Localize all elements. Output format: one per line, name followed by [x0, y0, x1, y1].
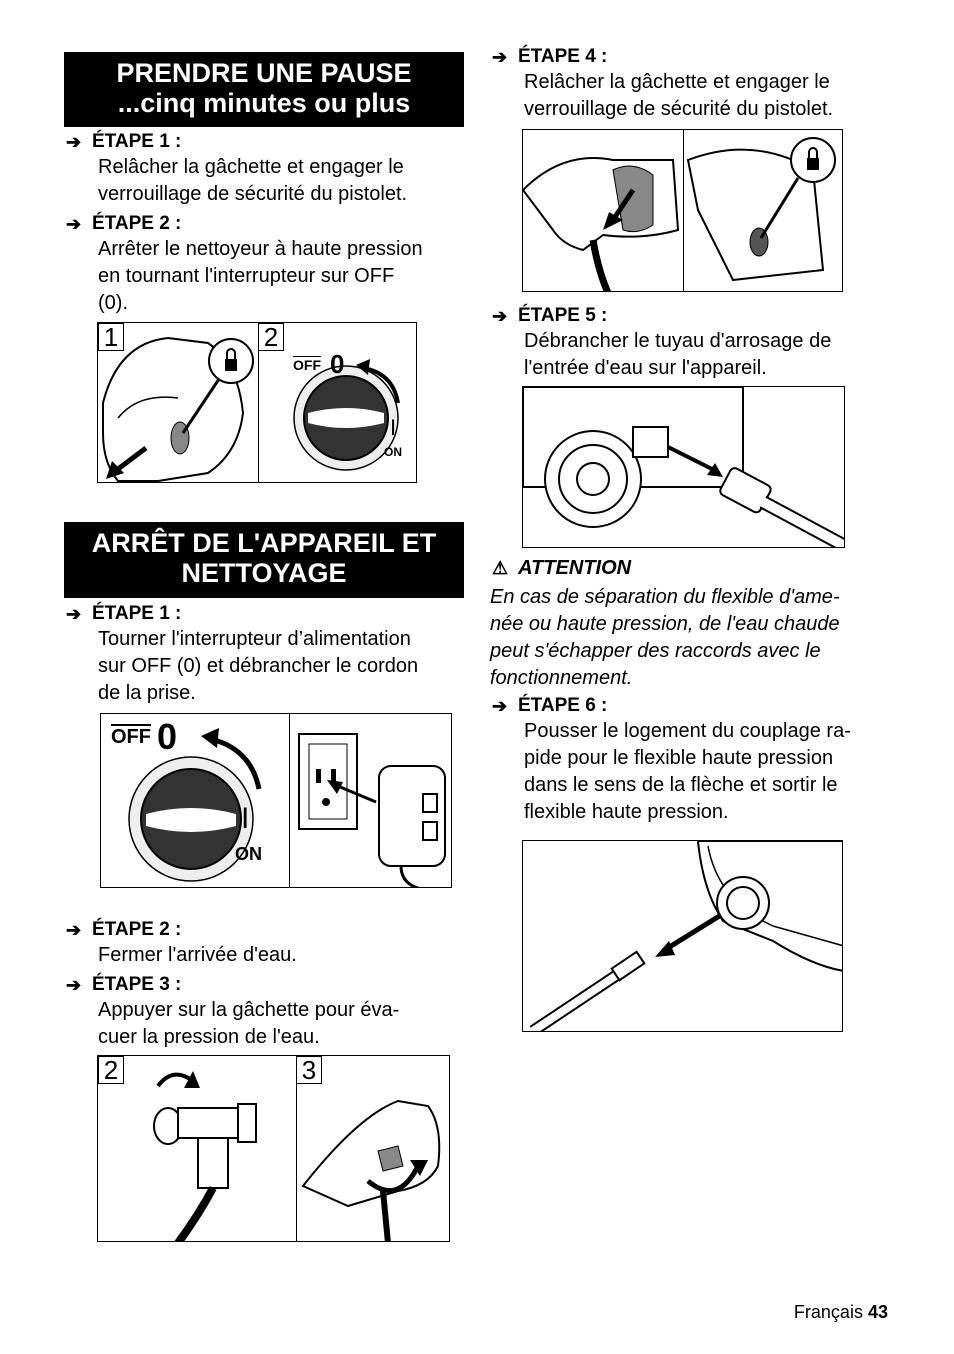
step-label: ÉTAPE 2 : — [92, 213, 182, 234]
gun-lock-illustration — [523, 130, 843, 292]
switch-off-label: $\overline{OFF}$ — [111, 726, 151, 748]
step-block — [66, 130, 407, 208]
attention-line: peut s'échapper des raccords avec le — [490, 640, 821, 662]
step-block — [492, 304, 831, 382]
switch-on-label: ON — [235, 844, 262, 864]
step-block — [66, 212, 423, 317]
figure-number: 3 — [296, 1056, 322, 1084]
figure-number: 2 — [98, 1056, 124, 1084]
attention-line: En cas de séparation du flexible d'ame- — [490, 586, 840, 608]
step-label: ÉTAPE 6 : — [518, 695, 608, 716]
arrow-right-icon: ➔ — [66, 603, 82, 624]
figure-high-pressure-hose — [522, 840, 843, 1032]
step-text: sur OFF (0) et débrancher le cordon — [98, 655, 419, 677]
step-text: Appuyer sur la gâchette pour éva- — [98, 999, 400, 1021]
attention-line: fonctionnement. — [490, 667, 633, 689]
step-text: en tournant l'interrupteur sur OFF — [98, 265, 395, 287]
arrow-right-icon: ➔ — [66, 131, 82, 152]
step-text: cuer la pression de l'eau. — [98, 1026, 320, 1048]
step-label: ÉTAPE 2 : — [92, 919, 182, 940]
step-text: Relâcher la gâchette et engager le — [524, 71, 830, 93]
step-text: verrouillage de sécurité du pistolet. — [524, 98, 834, 120]
step-block — [66, 918, 297, 969]
step-text: flexible haute pression. — [524, 801, 729, 823]
figure-number: 2 — [258, 323, 284, 351]
step-block — [66, 602, 418, 707]
arrow-right-icon: ➔ — [66, 213, 82, 234]
section-banner-shutdown — [64, 522, 464, 598]
step-label: ÉTAPE 4 : — [518, 46, 608, 67]
switch-and-plug-illustration — [101, 714, 452, 888]
step-label: ÉTAPE 1 : — [92, 603, 182, 624]
step-text: dans le sens de la flèche et sortir le — [524, 774, 838, 796]
step-label: ÉTAPE 1 : — [92, 131, 182, 152]
step-text: verrouillage de sécurité du pistolet. — [98, 183, 408, 205]
figure-switch-unplug — [100, 713, 452, 888]
section-title-line2: NETTOYAGE — [181, 558, 347, 588]
section-banner-pause — [64, 52, 464, 127]
arrow-right-icon: ➔ — [492, 695, 508, 716]
step-text: pide pour le flexible haute pression — [524, 747, 834, 769]
high-pressure-hose-illustration — [523, 841, 843, 1032]
attention-line: née ou haute pression, de l'eau chaude — [490, 613, 840, 635]
step-text: de la prise. — [98, 682, 196, 704]
figure-gun-lock-switch — [97, 322, 417, 483]
figure-gun-lock — [522, 129, 843, 292]
garden-hose-illustration — [523, 387, 845, 548]
warning-triangle-icon: ⚠ — [492, 558, 509, 578]
switch-one-label: I — [390, 415, 397, 440]
step-text: Fermer l'arrivée d'eau. — [98, 944, 297, 966]
switch-zero-label: 0 — [157, 716, 178, 757]
step-block — [492, 45, 833, 123]
figure-number: 1 — [98, 323, 124, 351]
tap-and-trigger-illustration — [98, 1056, 450, 1242]
arrow-right-icon: ➔ — [66, 974, 82, 995]
section-title-line1: ARRÊT DE L'APPAREIL ET — [91, 528, 437, 558]
footer-language: Français — [793, 1302, 863, 1322]
figure-tap-trigger — [97, 1055, 450, 1242]
step-text: (0). — [98, 292, 128, 314]
switch-on-label: ON — [384, 445, 402, 459]
step-text: Relâcher la gâchette et engager le — [98, 156, 404, 178]
switch-off-label: $\overline{OFF}$ — [293, 357, 321, 373]
step-text: Tourner l'interrupteur d’alimentation — [98, 628, 411, 650]
step-text: Arrêter le nettoyeur à haute pression — [98, 238, 423, 260]
page-number: 43 — [867, 1302, 888, 1322]
page-footer — [794, 1302, 888, 1323]
step-label: ÉTAPE 5 : — [518, 305, 608, 326]
arrow-right-icon: ➔ — [492, 305, 508, 326]
arrow-right-icon: ➔ — [66, 919, 82, 940]
arrow-right-icon: ➔ — [492, 46, 508, 67]
switch-zero-label: 0 — [330, 349, 345, 379]
figure-garden-hose — [522, 386, 845, 548]
attention-text — [490, 584, 840, 692]
section-title-line2: ...cinq minutes ou plus — [117, 88, 411, 118]
attention-heading — [492, 557, 631, 580]
step-block — [66, 973, 399, 1051]
switch-one-label: I — [241, 802, 250, 835]
section-title-line1: PRENDRE UNE PAUSE — [116, 58, 412, 88]
step-label: ÉTAPE 3 : — [92, 974, 182, 995]
step-text: Débrancher le tuyau d'arrosage de — [524, 330, 832, 352]
attention-label: ATTENTION — [518, 557, 632, 579]
step-text: Pousser le logement du couplage ra- — [524, 720, 851, 742]
step-text: l'entrée d'eau sur l'appareil. — [524, 357, 767, 379]
step-block — [492, 694, 851, 826]
